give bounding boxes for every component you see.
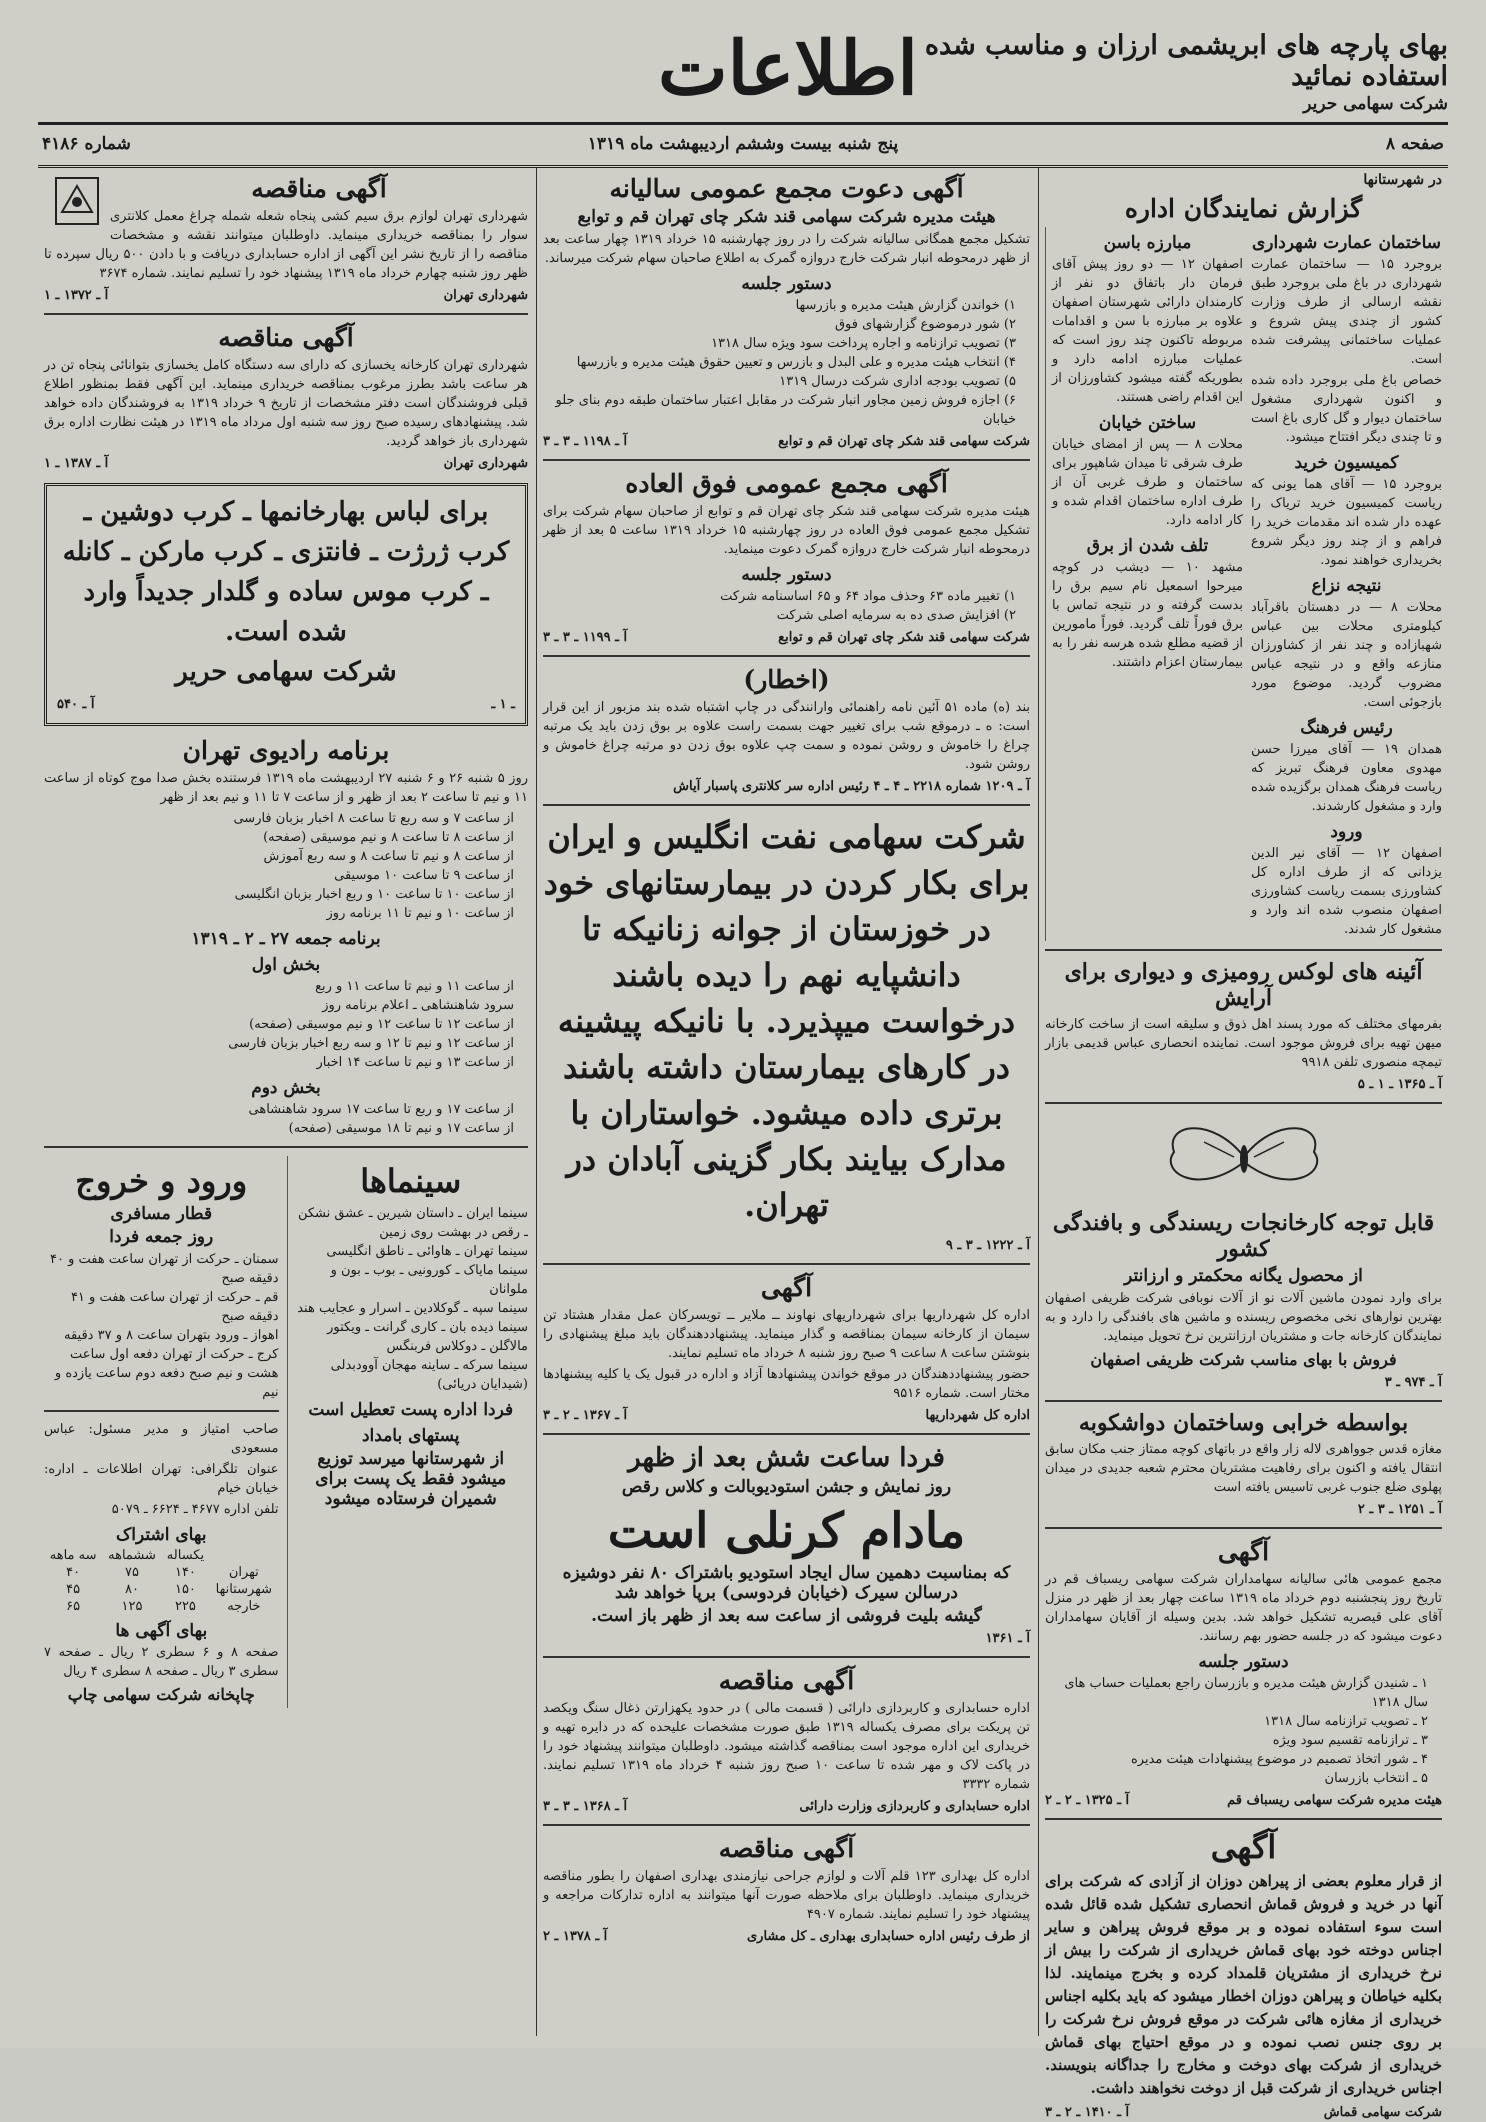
report-text: اصفهان ۱۲ — آقای نیر الدین یزدانی که از طرف اداره کل کشاورزی بسمت ریاست کشاورزی اصفهان منصوب شده اند وارد و مشغول کار شدند. — [1251, 846, 1443, 937]
show-pretitle: فردا ساعت شش بعد از ظهر — [628, 1443, 945, 1473]
report-heading: ساختن خیابان — [1098, 413, 1197, 433]
list-item: از ساعت ۱۲ و نیم تا ۱۲ و سه ربع اخبار بزبان فارسی — [228, 1036, 514, 1051]
tender2-footer — [44, 454, 528, 473]
list-item: ۴) انتخاب هیئت مدیره و علی البدل و بازرس و تعیین حقوق هیئت مدیره و بازرسها — [576, 355, 1016, 370]
divider — [1045, 1102, 1442, 1104]
friday-part1-heading: بخش اول — [251, 955, 321, 975]
report-text: همدان ۱۹ — آقای میرزا حسن مهدوی معاون فرهنگ تبریز که ریاست فرهنگ همدان برگزیده شده وارد و مشغول کارشدند. — [1251, 742, 1442, 814]
agenda-list — [1045, 1674, 1442, 1788]
municipal-notice-title: آگهی — [760, 1273, 813, 1302]
silk-ad-text: برای لباس بهارخانمها ـ کرب دوشین ـ کرب ژرژت ـ فانتزی ـ کرب مارکن ـ کانله ـ کرب موس ساده و گلدار جدیداً وارد شده است. — [62, 497, 510, 647]
divider — [44, 313, 528, 315]
list-item: ۲) افزایش صدی ده به سرمایه اصلی شرکت — [776, 608, 1016, 623]
cinema-title: سینماها — [360, 1162, 462, 1200]
notice-sign: هیئت مدیره شرکت سهامی ریسباف قم — [1227, 1793, 1442, 1808]
list-item: ۵ ـ انتخاب بازرسان — [1324, 1771, 1428, 1786]
newspaper-logo: اطلاعات — [658, 26, 918, 112]
table-row: تهران ۱۴۰ ۷۵ ۴۰ — [66, 1565, 259, 1580]
oil-ad-code: آ ـ ۱۲۲۲ ـ ۳ ـ ۹ — [945, 1238, 1030, 1253]
list-item: از ساعت ۸ تا ساعت ۸ و نیم موسیقی (صفحه) — [263, 830, 514, 845]
report-text: محلات ۸ — پس از امضای خیابان طرف شرقی تا میدان شاهپور برای ساختمان و طرف غربی آن از طرف اداره ساختمان اقدام شده و کار ادامه دارد. — [1052, 437, 1244, 528]
column-right — [1038, 168, 1448, 2120]
column-left — [38, 168, 534, 2036]
tender2-text: شهرداری تهران کارخانه یخسازی که دارای سه دستگاه کامل یخسازی بتوانائی پنجاه تن در هر ساعت باشد بطرز مرغوب بمناقصه خریداری مینماید. این آگهی فقط بمنظور اطلاع قبلی فروشندگان است دفتر مشخصات از تاریخ ۹ خرداد ۱۳۱۹ به فروشندگان داده خواهد شد. پیشنهادهای رسیده صبح روز سه شنبه اول مرداد ماه ۱۳۱۹ در هیئت نظارت اداره برق شهرداری باز خواهد گردید. — [44, 358, 528, 449]
divider — [543, 1824, 1030, 1826]
column-middle — [536, 168, 1036, 2036]
show-code: آ ـ ۱۳۶۱ — [985, 1631, 1030, 1646]
tender2-sign: شهرداری تهران — [443, 456, 528, 471]
divider — [1045, 949, 1442, 951]
report-text: اصفهان ۱۲ — دو روز پیش آقای فرمان دار باتفاق دو نفر از کارمندان دارائی شهرستان اصفهان علاوه بر مبارزه با سن و اقدامات مربوطه تاکنون چند روز است که عملیات مبارزه ادامه دارد و بطوریکه گفته میشود کشاورزان از این اقدام راضی هستند. — [1052, 257, 1244, 405]
ruin-ad-code: آ ـ ۱۲۵۱ ـ ۳ ـ ۲ — [1357, 1502, 1442, 1517]
list-item: سینما دیده بان ـ کاری گرانت ـ ویکتور مالاگلن ـ دوکلاس فربنگس — [327, 1320, 528, 1354]
report-heading: نتیجه نزاع — [1311, 576, 1382, 596]
report-text: بروجرد ۱۵ — آقای هما یونی که ریاست کمیسیون خرید تریاک را عهده دار شده اند مقدمات خرید را فراهم و از چند روز دیگر شروع بخریداری خواهند نمود. — [1251, 477, 1442, 568]
post-title: پستهای بامداد — [361, 1426, 460, 1446]
tender1-code: آ ـ ۱۳۷۲ ـ ۱ — [44, 288, 109, 303]
radio-list — [44, 809, 528, 923]
train-subtitle: قطار مسافری — [110, 1204, 213, 1224]
subscription-table — [44, 1547, 279, 1615]
show-title: مادام کرنلی است — [607, 1503, 966, 1559]
notice-code: آ ـ ۱۳۲۵ ـ ۲ ـ ۲ — [1045, 1793, 1130, 1808]
friday-part2-heading: بخش دوم — [251, 1078, 321, 1098]
agenda-heading: دستور جلسه — [1198, 1652, 1289, 1672]
masthead-ad-line1: بهای پارچه های ابریشمی ارزان و مناسب شده استفاده نمائید — [924, 30, 1448, 92]
extra-meeting-sign: شرکت سهامی قند شکر چای تهران قم و توابع — [778, 630, 1030, 645]
factory-ad-text: برای وارد نمودن ماشین آلات نو از آلات نوبافی شرکت ظریفی اصفهان بهترین نوارهای نخی مخصوص ریسنده و ماشین های بافندگی را دارد و به نمایندگان کارخانه جات و مشتریان ارزانترین نرخ تحویل مینماید. — [1045, 1291, 1442, 1344]
silk-ad-code: ـ ۱ ـ آ ـ ۵۴۰ — [57, 697, 515, 712]
masthead-ad — [888, 30, 1448, 114]
radio-title: برنامه رادیوی تهران — [182, 736, 390, 765]
warning-text: بند (ه) ماده ۵۱ آئین نامه راهنمائی وارانندگی در چاپ اشتباه شده بند مزبور از این قرار است: ه ـ درموقع شب برای تغییر جهت بسمت راست علاوه بر بوق زدن باید یک مرتبه چراغ را خاموش و روشن نموده و سمت چپ علاوه بوق زدن دو مرتبه چراغ خاموش و روشن شود. — [543, 700, 1030, 772]
list-item: سمنان ـ حرکت از تهران ساعت هفت و ۴۰ دقیقه صبح — [49, 1252, 279, 1286]
show-text2: گیشه بلیت فروشی از ساعت سه بعد از ظهر باز است. — [591, 1606, 982, 1626]
ad-prices-title: بهای آگهی ها — [115, 1621, 208, 1641]
oil-company-ad: شرکت سهامی نفت انگلیس و ایران برای بکار کردن در بیمارستانهای خود در خوزستان از جوانه زنانیکه تا دانشپایه نهم را دیده باشند درخواست میپذیرد. با نانیکه پیشینه در کارهای بیمارستان داشته باشند برتری داده میشود. خواستاران با مدارک بیایند بکار گزینی آبادان در تهران. — [543, 818, 1030, 1224]
report-text: محلات ۸ — در دهستان باقرآباد کیلومتری محلات بین عباس شهبازاده و چند نفر از کشاورزان منازعه واقع و در نتیجه عباس مضروب گردید. موضوع مورد بازجوئی است. — [1251, 600, 1443, 710]
post-closed-heading: فردا اداره پست تعطیل است — [308, 1400, 514, 1420]
friday-heading: برنامه جمعه ۲۷ ـ ۲ ـ ۱۳۱۹ — [191, 929, 381, 949]
page-number: صفحه ۸ — [1385, 134, 1444, 154]
friday-list2 — [44, 1100, 528, 1138]
list-item: از ساعت ۱۷ و ربع تا ساعت ۱۷ سرود شاهنشاهی — [248, 1102, 514, 1117]
meeting-notice-text: تشکیل مجمع همگانی سالیانه شرکت را در روز چهارشنبه ۱۵ خرداد ۱۳۱۹ چهار ساعت بعد از ظهر درمحوطه انبار شرکت خارج دروازه گمرک به اطلاع صاحبان سهام شرکت میرساند. — [543, 232, 1031, 266]
tender-medical-footer — [543, 1927, 1030, 1946]
report-heading: رئیس فرهنگ — [1300, 718, 1393, 738]
extra-meeting-title: آگهی مجمع عمومی فوق العاده — [625, 469, 948, 498]
masthead — [38, 20, 1448, 125]
municipal-notice-sign: اداره کل شهرداریها — [925, 1408, 1030, 1423]
table-row: شهرستانها ۱۵۰ ۸۰ ۴۵ — [66, 1582, 273, 1597]
list-item: از ساعت ۷ و سه ربع تا ساعت ۸ اخبار بزبان فارسی — [233, 811, 514, 826]
factory-ad-code: آ ـ ۹۷۴ ـ ۳ — [1384, 1375, 1442, 1390]
train-title: ورود و خروج — [75, 1162, 248, 1200]
mirror-ad-code: آ ـ ۱۳۶۵ ـ ۱ ـ ۵ — [1357, 1077, 1442, 1092]
list-item: ۱ ـ شنیدن گزارش هیئت مدیره و بازرسان راجع بعملیات حساب های سال ۱۳۱۸ — [1064, 1676, 1428, 1710]
ruin-ad-title: بواسطه خرابی وساختمان دواشکوبه — [1078, 1410, 1409, 1436]
mirror-ad-text: بفرمهای مختلف که مورد پسند اهل ذوق و سلیقه است از ساخت کارخانه میهن تهیه برای فروش موجود است. نماینده انحصاری عباس قدیمی بازار تیمچه منصوری تلفن ۹۹۱۸ — [1045, 1017, 1442, 1070]
tender1-text: شهرداری تهران لوازم برق سیم کشی پنجاه شعله شمله چراغ معمل کلانتری سوار را بمناقصه خریداری مینماید. داوطلبان میتوانند نقشه و مشخصات مناقصه را از تاریخ نشر این آگهی از اداره حسابداری دریافت و با دادن ۵۰۰ ریال سپرده تا ظهر روز شنبه چهارم خرداد ماه ۱۳۱۹ پیشنهاد خود را تسلیم نمایند. شماره ۳۶۷۴ — [44, 209, 528, 281]
report-text: بروجرد ۱۵ — ساختمان عمارت شهرداری در باغ ملی بروجرد طبق نقشه ارسالی از طرف وزارت کشور از چندی پیش شروع و عملیات ساختمانی پیشرفت شده است. — [1251, 257, 1443, 367]
report-heading: کمیسیون خرید — [1294, 453, 1399, 473]
tender1-footer — [44, 286, 528, 305]
train-subcol — [44, 1156, 279, 1708]
divider — [543, 655, 1030, 657]
extra-meeting-text: هیئت مدیره شرکت سهامی قند شکر چای تهران قم و توابع از صاحبان سهام شرکت برای تشکیل مجمع عمومی فوق العاده در روز چهارشنبه ۱۵ خرداد ۱۳۱۹ ساعت ۵ بعد از ظهر درمحوطه انبار شرکت خارج دروازه گمرک دعوت مینماید. — [543, 504, 1030, 557]
meeting-notice-code: آ ـ ۱۱۹۸ ـ ۳ ـ ۳ — [543, 434, 628, 449]
list-item: ۳ ـ ترازنامه تقسیم سود ویژه — [1272, 1733, 1428, 1748]
factory-ad-title: قابل توجه کارخانجات ریسندگی و بافندگی کشور — [1052, 1210, 1435, 1262]
meeting-notice-title: آگهی دعوت مجمع عمومی سالیانه — [609, 174, 964, 203]
divider — [543, 459, 1030, 461]
report-text: خصاص باغ ملی بروجرد داده شده و اکنون شهرداری مشغول ساختمان دیوار و گل کاری باغ است و تا چندی دیگر افتتاح میشود. — [1251, 373, 1442, 445]
divider — [1045, 1527, 1442, 1529]
silk-ad-box — [44, 483, 528, 726]
divider — [543, 1433, 1030, 1435]
columns — [38, 168, 1448, 2120]
list-item: سینما سرکه ـ ساینه مهجان آوودبدلی (شیدایان دریائی) — [330, 1358, 528, 1392]
address: عنوان تلگرافی: تهران اطلاعات ـ اداره: خیابان خیام — [44, 1462, 279, 1496]
municipal-notice-text: اداره کل شهرداریها برای شهرداریهای نهاوند ــ ملایر ــ تویسرکان عمل مقدار هشتاد تن سیمان از کارخانه سیمان بمناقصه و گذار مینماید. پیشنهاددهندگان باید مبلغ پیشنهادی را بنوشتن ساعت ۸ ساعت ۹ صبح روز شنبه ۸ خرداد ماه تسلیم نمایند. — [543, 1308, 1030, 1361]
butterfly-icon — [1144, 1112, 1344, 1202]
list-item: ۴ ـ شور اتخاذ تصمیم در موضوع پیشنهادات هیئت مدیره — [1131, 1752, 1428, 1767]
show-text: که بمناسبت دهمین سال ایجاد استودیو باشتراک ۸۰ نفر دوشیزه درسالن سیرک (خیابان فردوسی) برپا خواهد شد — [562, 1563, 1011, 1603]
list-item: از ساعت ۸ و نیم تا ساعت ۸ و سه ربع آموزش — [263, 849, 514, 864]
reports-subcolumns — [1045, 227, 1442, 941]
list-item: از ساعت ۱۰ و نیم تا ۱۱ برنامه روز — [326, 906, 514, 921]
cloth-notice-sign: شرکت سهامی قماش — [1323, 2105, 1442, 2120]
list-item: از ساعت ۱۱ و نیم تا ساعت ۱۱ و ربع — [315, 979, 514, 994]
train-subtitle2: روز جمعه فردا — [109, 1227, 214, 1247]
radio-text: روز ۵ شنبه ۲۶ و ۶ شنبه ۲۷ اردیبهشت ماه ۱۳۱۹ فرستنده بخش صدا موج کوتاه از ساعت ۱۱ و نیم تا ساعت ۲ بعد از ظهر و از ساعت ۷ تا ۱۱ و نیم بعد از ظهر — [44, 771, 528, 805]
dateline — [38, 125, 1448, 168]
train-list — [44, 1250, 279, 1402]
emblem-icon — [48, 172, 106, 230]
list-item: ۱) خواندن گزارش هیئت مدیره و بازرسها — [795, 298, 1016, 313]
report-heading: ساختمان عمارت شهرداری — [1251, 233, 1442, 253]
municipal-notice-code: آ ـ ۱۳۶۷ ـ ۲ ـ ۳ — [543, 1408, 628, 1423]
meeting-notice-subtitle: هیئت مدیره شرکت سهامی قند شکر چای تهران قم و توابع — [577, 207, 996, 227]
post-text: از شهرستانها میرسد توزیع میشود فقط یک پست برای شمیران فرستاده میشود — [315, 1449, 507, 1509]
extra-meeting-footer — [543, 628, 1030, 647]
divider — [1045, 1818, 1442, 1820]
tender-medical-text: اداره کل بهداری ۱۲۳ قلم آلات و لوازم جراحی نیازمندی بهداری اصفهان را بطور مناقصه خریداری مینماید. داوطلبان برای ملاحظه صورت آنها میتوانند به اداره تدارکات مراجعه و پیشنهاد خود را تسلیم نمایند. شماره ۴۹۰۷ — [543, 1869, 1030, 1922]
issue-number: شماره ۴۱۸۶ — [42, 134, 131, 154]
list-item: ۲) شور درموضوع گزارشهای فوق — [834, 317, 1016, 332]
cinema-subcol — [287, 1156, 529, 1708]
agenda-list — [543, 587, 1030, 625]
tender1-title: آگهی مناقصه — [251, 174, 387, 203]
butterfly-ornament — [1045, 1112, 1442, 1202]
mirror-ad-title: آئینه های لوکس رومیزی و دیواری برای آرایش — [1064, 959, 1423, 1011]
publisher: صاحب امتیاز و مدیر مسئول: عباس مسعودی — [44, 1422, 279, 1456]
notice-title: آگهی — [1217, 1537, 1270, 1566]
report-text: مشهد ۱۰ — دیشب در کوچه میرحوا اسمعیل نام سیم برق را بدست گرفته و در نتیجه تماس با برق فوراً تلف گردید. فوراً مامورین از قضیه مطلع شده هرسه نفر را به بیمارستان اعزام داشتند. — [1052, 560, 1243, 670]
tender-coal-code: آ ـ ۱۳۶۸ ـ ۳ ـ ۳ — [543, 1799, 628, 1814]
list-item: سینما تهران ـ هاوائی ـ ناطق انگلیسی — [326, 1244, 528, 1259]
list-item: ۳) تصویب ترازنامه و اجاره پرداخت سود ویژه سال ۱۳۱۸ — [711, 336, 1016, 351]
report-heading: مبارزه باسن — [1103, 233, 1192, 253]
meeting-notice-footer — [543, 432, 1030, 451]
tender-coal-sign: اداره حسابداری و کاربردازی وزارت دارائی — [799, 1799, 1030, 1814]
tender-coal-text: اداره حسابداری و کاربردازی دارائی ( قسمت مالی ) در حدود یکهزارتن ذغال سنگ ویکصد تن پریکت برای مصرف یکساله ۱۳۱۹ طبق صورت مشخصات علیحده که در دایره تهیه و خریداری این اداره موجود است بمناقصه گذاشته میشود. داوطلبان میتوانند پیشنهاد خود را در پاکت لاک و مهر شده تا ساعت ۱۰ صبح روز شنبه ۴ خرداد ماه ۱۳۱۹ تسلیم نمایند. شماره ۳۳۳۲ — [543, 1701, 1030, 1792]
list-item: سینما ایران ـ داستان شیرین ـ عشق نشکن ـ رقص در بهشت روی زمین — [297, 1206, 528, 1240]
agenda-heading: دستور جلسه — [741, 565, 832, 585]
municipal-notice-footer — [543, 1406, 1030, 1425]
reports-subcol-a — [1251, 227, 1442, 941]
divider — [543, 1656, 1030, 1658]
subscription-title: بهای اشتراک — [116, 1525, 207, 1545]
divider — [44, 1410, 279, 1412]
tender-coal-title: آگهی مناقصه — [718, 1666, 855, 1695]
tender1-sign: شهرداری تهران — [443, 288, 528, 303]
divider — [543, 1263, 1030, 1265]
list-item: ۵) تصویب بودجه اداری شرکت درسال ۱۳۱۹ — [779, 374, 1016, 389]
tender2-code: آ ـ ۱۳۸۷ ـ ۱ — [44, 456, 109, 471]
tender2-title: آگهی مناقصه — [218, 323, 354, 352]
silk-ad-sign: شرکت سهامی حریر — [175, 657, 397, 687]
list-item: قم ـ حرکت از تهران ساعت هفت و ۴۱ دقیقه صبح — [70, 1290, 279, 1324]
cloth-notice-title: آگهی — [1210, 1828, 1277, 1866]
ad-prices-text: صفحه ۸ و ۶ سطری ۲ ریال ـ صفحه ۷ سطری ۳ ریال ـ صفحه ۸ سطری ۴ ریال — [44, 1645, 279, 1679]
table-row: یکساله ششماهه سه ماهه — [49, 1548, 205, 1563]
report-heading: ورود — [1330, 822, 1363, 842]
list-item: کرج ـ حرکت از تهران دفعه اول ساعت هشت و نیم صبح دفعه دوم ساعت یازده و نیم — [54, 1347, 279, 1400]
agenda-list — [543, 296, 1030, 429]
ruin-ad-text: مغازه قدس جوواهری لاله زار واقع در باتهای کوچه ممتاز جنب مکان سابق انتقال یافته و اکنون برای رفاهیت مشتریان محترم شعبه جدیدی در میدان پهلوی ضلع جنوب غربی تاسیس یافته است — [1045, 1442, 1442, 1495]
list-item: ۱) تغییر ماده ۶۳ وحذف مواد ۶۴ و ۶۵ اساسنامه شرکت — [720, 589, 1016, 604]
tender-medical-sign: از طرف رئیس اداره حسابداری بهداری ـ کل مشاری — [746, 1929, 1030, 1944]
show-subtitle: روز نمایش و جشن استودیوبالت و کلاس رقص — [621, 1477, 952, 1497]
reports-subcol-b — [1045, 227, 1243, 941]
factory-ad-subtitle: از محصول یگانه محکمتر و ارزانتر — [1124, 1266, 1363, 1286]
cloth-notice-code: آ ـ ۱۴۱۰ ـ ۲ ـ ۳ — [1045, 2105, 1130, 2120]
list-item: سرود شاهنشاهی ـ اعلام برنامه روز — [322, 998, 514, 1013]
factory-ad-sign: فروش با بهای مناسب شرکت ظریفی اصفهان — [1090, 1350, 1397, 1369]
list-item: سینما سپه ـ گوکلادین ـ اسرار و عجایب هند — [297, 1301, 528, 1316]
divider — [44, 1146, 528, 1148]
list-item: اهواز ـ ورود بتهران ساعت ۸ و ۳۷ دقیقه — [63, 1328, 279, 1343]
divider — [543, 804, 1030, 806]
table-row: خارجه ۲۲۵ ۱۲۵ ۶۵ — [66, 1599, 261, 1614]
reports-title: گزارش نمایندگان اداره — [1124, 194, 1363, 223]
tender-medical-code: آ ـ ۱۳۷۸ ـ ۲ — [543, 1929, 608, 1944]
list-item: ۲ ـ تصویب ترازنامه سال ۱۳۱۸ — [1264, 1714, 1428, 1729]
list-item: از ساعت ۱۲ تا ساعت ۱۲ و نیم موسیقی (صفحه) — [249, 1017, 514, 1032]
list-item: از ساعت ۱۷ و نیم تا ۱۸ موسیقی (صفحه) — [288, 1121, 514, 1136]
list-item: سینما مایاک ـ کورونیی ـ بوب ـ بون و ملوانان — [330, 1263, 528, 1297]
printer: چاپخانه شرکت سهامی چاپ — [67, 1685, 255, 1704]
municipal-notice-text2: حضور پیشنهاددهندگان در موقع خواندن پیشنهادها آزاد و اداره در قبول یک یا کلیه پیشنهادها مختار است. شماره ۹۵۱۶ — [543, 1367, 1030, 1401]
notice-footer — [1045, 1791, 1442, 1810]
cloth-notice-text: از قرار معلوم بعضی از پیراهن دوزان از آزادی که شرکت برای آنها در خرید و فروش قماش انحصاری تشکیل شده قائل شده است سوء استفاده نموده و بر موقع فروش پیراهن و سایر اجناس دوخته خود بهای قماش خریداری از شرکت را بیش از نرخ خریداری از مشتریان قلمداد کرده و بخرج مینمایند. لذا بکلیه خیاطان و پیراهن دوزان اخطار میشود که باید بکلیه اجناس خریداری از مغازه هائی شرکت در موقع فروش نرخ شرکت را بر روی جنس نصب نموده و در موقع احتیاج بهای قماش خریداری از شرکت بهای دوخت و مخارج را جداگانه بنویسند. اجناس خریداری از شرکت قبل از دوخت نخواهند داشت. — [1045, 1872, 1442, 2097]
friday-list1 — [44, 977, 528, 1072]
notice-text: مجمع عمومی هائی ساليانه سهامداران شرکت سهامی ریسباف قم در تاریخ روز پنجشنبه دوم خرداد ماه ۱۳۱۹ ساعت چهار بعد از ظهر در منزل آقای علی قیصریه تشکیل خواهد شد. بدین وسیله از آقایان سهامداران دعوت میشود که در جلسه حضور بهم رسانند. — [1045, 1572, 1442, 1644]
agenda-heading: دستور جلسه — [741, 274, 832, 294]
list-item: از ساعت ۱۰ تا ساعت ۱۰ و ربع اخبار بزبان انگلیسی — [234, 887, 514, 902]
warning-code: آ ـ ۱۲۰۹ شماره ۲۲۱۸ ـ ۴ ـ ۴ رئیس اداره سر کلانتری پاسبار آیاش — [673, 779, 1030, 794]
cloth-notice-footer — [1045, 2103, 1442, 2122]
report-heading: تلف شدن از برق — [1086, 536, 1209, 556]
list-item: ۶) اجازه فروش زمین مجاور انبار شرکت در مقابل اعتبار ساختمان طبقه دوم بنای جلو خیابان — [555, 393, 1016, 427]
issue-date: پنج شنبه بیست وششم اردیبهشت ماه ۱۳۱۹ — [587, 134, 899, 154]
list-item: از ساعت ۱۳ و نیم تا ساعت ۱۴ اخبار — [316, 1055, 514, 1070]
extra-meeting-code: آ ـ ۱۱۹۹ ـ ۳ ـ ۳ — [543, 630, 628, 645]
tender-medical-title: آگهی مناقصه — [718, 1834, 855, 1863]
masthead-ad-line2: شرکت سهامی حریر — [1303, 94, 1448, 114]
tender-coal-footer — [543, 1797, 1030, 1816]
divider — [1045, 1400, 1442, 1402]
section-tag: در شهرستانها — [1363, 172, 1442, 188]
bottom-subcolumns — [44, 1156, 528, 1708]
phone: تلفن اداره ۴۶۷۷ ـ ۶۶۲۴ ـ ۵۰۷۹ — [111, 1502, 279, 1517]
meeting-notice-sign: شرکت سهامی قند شکر چای تهران قم و توابع — [778, 434, 1030, 449]
cinema-list — [294, 1204, 529, 1394]
warning-title: (اخطار) — [743, 665, 830, 694]
list-item: از ساعت ۹ تا ساعت ۱۰ موسیقی — [334, 868, 514, 883]
